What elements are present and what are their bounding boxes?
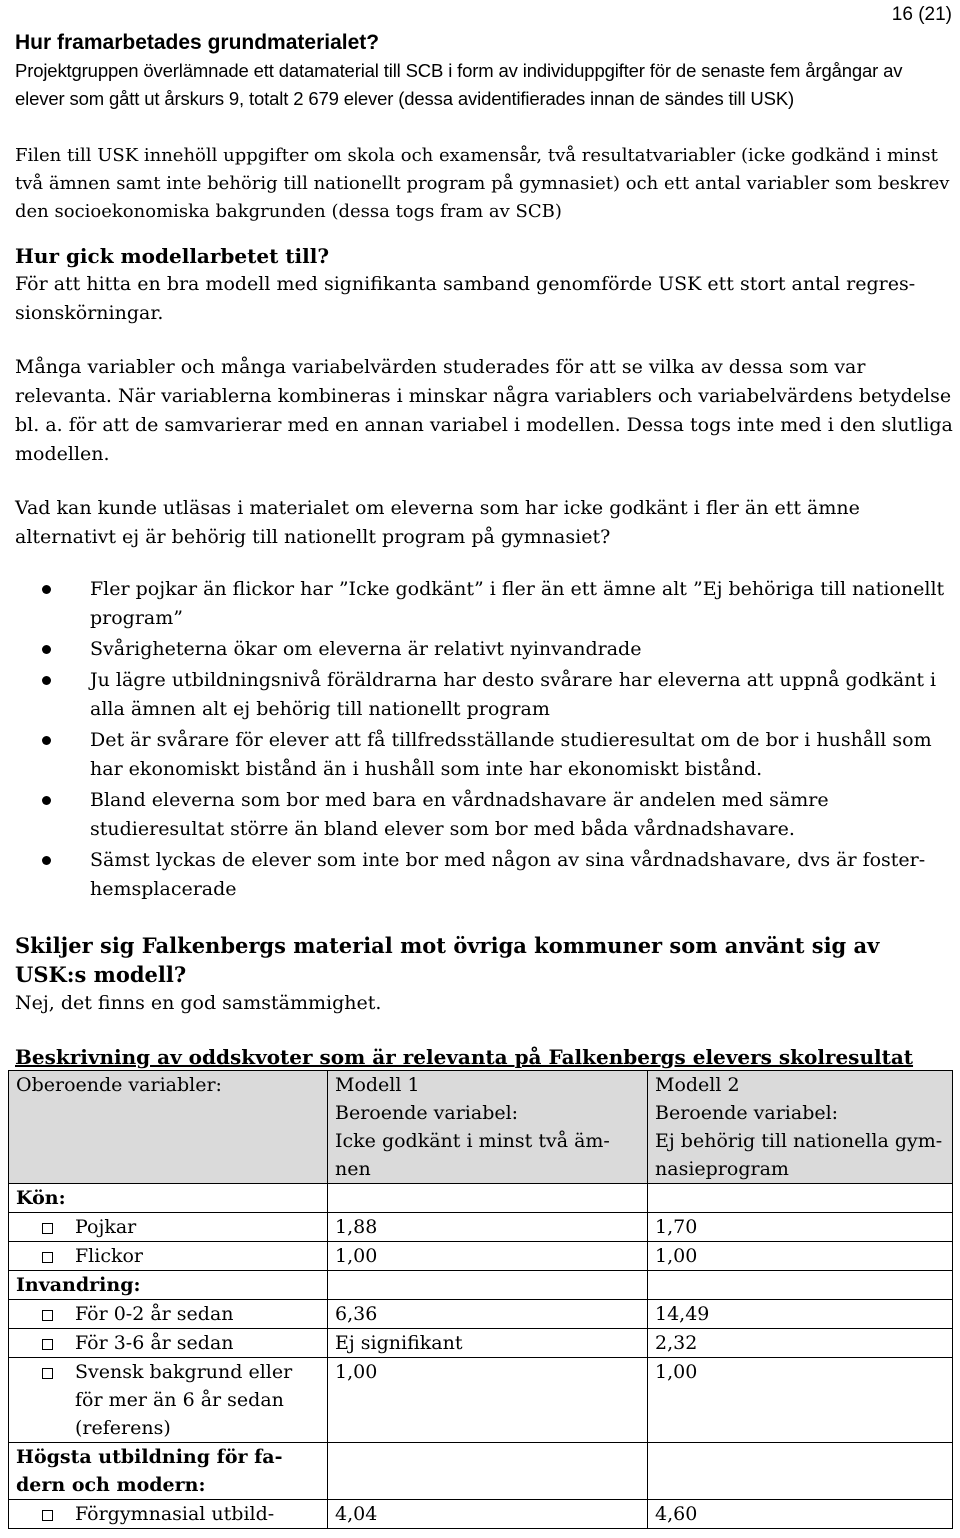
- header-cell-model-1: Modell 1 Beroende variabel: Icke godkänt i minst två ämnen: [328, 1071, 648, 1184]
- paragraph-variables: Många variabler och många variabelvärden studerades för att se vilka av dessa som var relevanta. När variablerna kombineras i minskar några variablers och variabelvärdens betydelse bl. a. för att de samvarierar med en annan variabel i modellen. Dessa togs inte med i den slutliga modellen.: [15, 356, 953, 465]
- group-label: Invandring:: [9, 1271, 328, 1300]
- paragraph-regression: För att hitta en bra modell med signifikanta samband genomförde USK ett stort antal regressionskörningar.: [15, 273, 916, 324]
- bullet-icon: [42, 676, 51, 685]
- checkbox-icon: [42, 1310, 53, 1321]
- checkbox-icon: [42, 1339, 53, 1350]
- findings-list: [15, 575, 955, 904]
- paragraph-usk-file: Filen till USK innehöll uppgifter om skola och examensår, två resultatvariabler (icke godkänd i minst två ämnen samt inte behörig till nationellt program på gymnasiet) och ett antal variabler som beskrev den socioekonomiska bakgrunden (dessa togs fram av SCB): [15, 145, 950, 222]
- document-page: [15, 0, 955, 1529]
- checkbox-icon: [42, 1510, 53, 1521]
- table-row: För 3-6 år sedan Ej signifikant 2,32: [9, 1329, 953, 1358]
- section-heading-grundmaterial: Hur framarbetades grundmaterialet?: [15, 31, 380, 54]
- section-heading-modellarbete: Hur gick modellarbetet till?: [15, 244, 330, 268]
- bullet-icon: [42, 645, 51, 654]
- group-label: Kön:: [9, 1184, 328, 1213]
- paragraph-question: Vad kan kunde utläsas i materialet om eleverna som har icke godkänt i fler än ett ämne alternativt ej är behörig till nationellt program på gymnasiet?: [15, 497, 860, 548]
- table-row: Pojkar 1,88 1,70: [9, 1213, 953, 1242]
- page-number: 16 (21): [891, 4, 952, 25]
- table-header-row: [9, 1071, 953, 1184]
- odds-ratio-table: [8, 1070, 953, 1529]
- bullet-icon: [42, 796, 51, 805]
- table-row: Svensk bakgrund eller för mer än 6 år sedan (referens) 1,00 1,00: [9, 1358, 953, 1443]
- table-row: För 0-2 år sedan 6,36 14,49: [9, 1300, 953, 1329]
- list-item: Bland eleverna som bor med bara en vårdnadshavare är andelen med sämre studieresultat större än bland elever som bor med båda vårdnadshavare.: [15, 786, 955, 844]
- checkbox-icon: [42, 1252, 53, 1263]
- list-item: Ju lägre utbildningsnivå föräldrarna har desto svårare har eleverna att uppnå godkänt i alla ämnen alt ej behörig till nationellt program: [15, 666, 955, 724]
- list-item: Fler pojkar än flickor har ”Icke godkänt” i fler än ett ämne alt ”Ej behöriga till nationellt program”: [15, 575, 955, 633]
- header-cell-model-2: Modell 2 Beroende variabel: Ej behörig till nationella gymnasieprogram: [648, 1071, 953, 1184]
- table-row: Förgymnasial utbild- 4,04 4,60: [9, 1500, 953, 1529]
- list-item: Det är svårare för elever att få tillfredsställande studieresultat om de bor i hushåll som har ekonomiskt bistånd än i hushåll som inte har ekonomiskt bistånd.: [15, 726, 955, 784]
- paragraph-comparison: Nej, det finns en god samstämmighet.: [15, 992, 382, 1014]
- bullet-icon: [42, 585, 51, 594]
- list-item: Svårigheterna ökar om eleverna är relativt nyinvandrade: [15, 635, 955, 664]
- table-group-row: [9, 1271, 953, 1300]
- section-heading-comparison: Skiljer sig Falkenbergs material mot övriga kommuner som använt sig av USK:s modell?: [15, 933, 880, 987]
- bullet-icon: [42, 736, 51, 745]
- table-row: Flickor 1,00 1,00: [9, 1242, 953, 1271]
- table-title: Beskrivning av oddskvoter som är relevanta på Falkenbergs elevers skolresultat: [15, 1045, 914, 1069]
- checkbox-icon: [42, 1223, 53, 1234]
- table-group-row: [9, 1443, 953, 1500]
- list-item: Sämst lyckas de elever som inte bor med någon av sina vårdnadshavare, dvs är fosterhemsplacerade: [15, 846, 955, 904]
- paragraph-grundmaterial: Projektgruppen överlämnade ett datamaterial till SCB i form av individuppgifter för de senaste fem årgångar av elever som gått ut årskurs 9, totalt 2 679 elever (dessa avidentifierades innan de sändes till USK): [15, 60, 903, 109]
- table-group-row: [9, 1184, 953, 1213]
- checkbox-icon: [42, 1368, 53, 1379]
- header-cell-variables: Oberoende variabler:: [9, 1071, 328, 1184]
- bullet-icon: [42, 856, 51, 865]
- group-label: Högsta utbildning för fadern och modern:: [9, 1443, 328, 1500]
